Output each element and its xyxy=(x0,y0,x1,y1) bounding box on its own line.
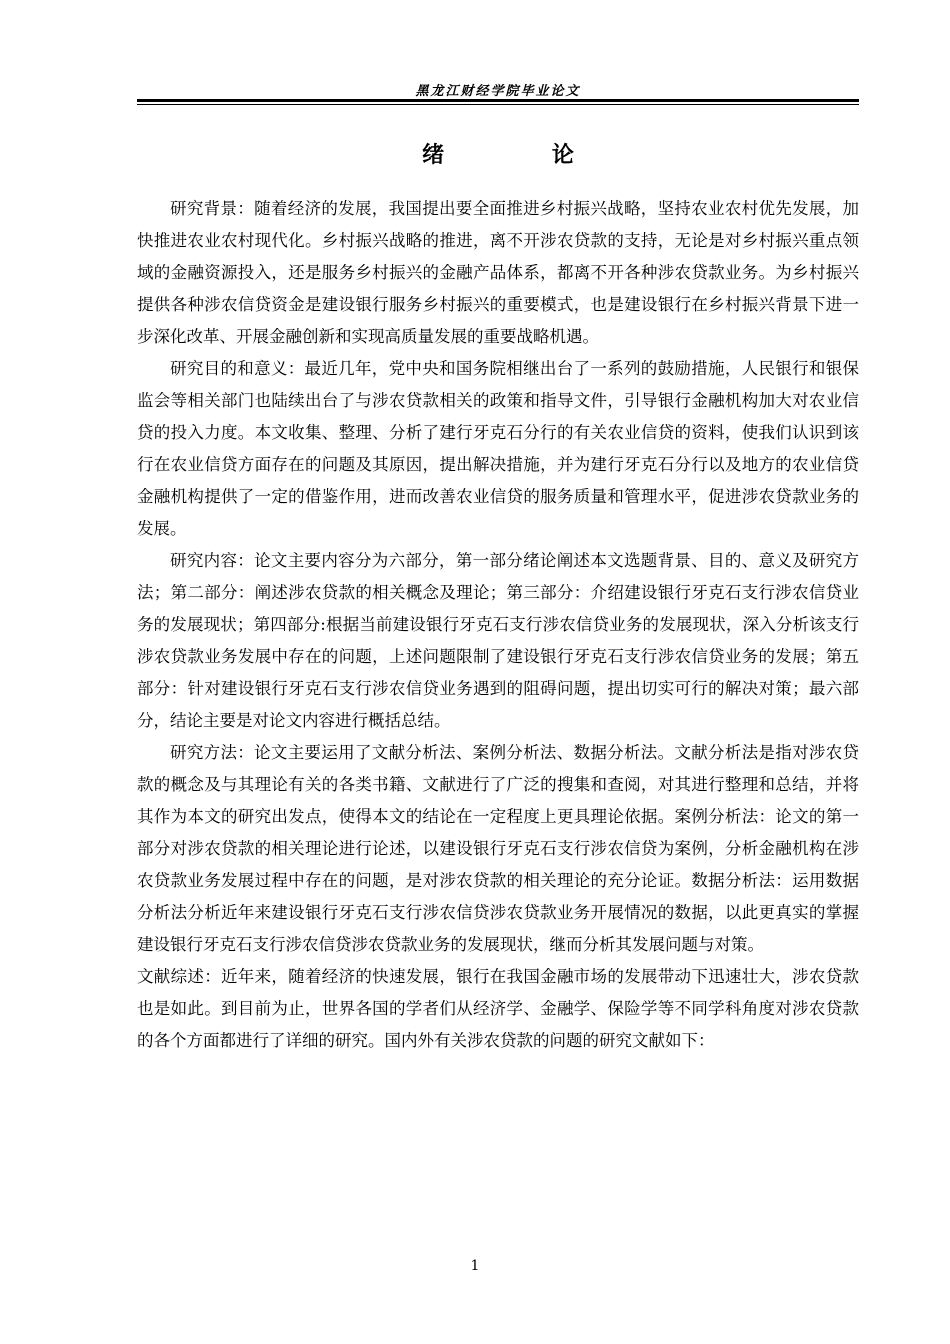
running-header: 黑龙江财经学院毕业论文 xyxy=(415,84,581,99)
paragraph-content: 研究内容：论文主要内容分为六部分，第一部分绪论阐述本文选题背景、目的、意义及研究方法；第二部分：阐述涉农贷款的相关概念及理论；第三部分：介绍建设银行牙克石支行涉农信贷业务的发展现状；第四部分:根据当前建设银行牙克石支行涉农信贷业务的发展现状，深入分析该支行涉农贷款业务发展中存在的问题，上述问题限制了建设银行牙克石支行涉农信贷业务的发展；第五部分：针对建设银行牙克石支行涉农信贷业务遇到的阻碍问题，提出切实可行的解决对策；最六部分，结论主要是对论文内容进行概括总结。 xyxy=(137,551,859,730)
paragraph-background: 研究背景：随着经济的发展，我国提出要全面推进乡村振兴战略，坚持农业农村优先发展，加快推进农业农村现代化。乡村振兴战略的推进，离不开涉农贷款的支持，无论是对乡村振兴重点领域的金融资源投入，还是服务乡村振兴的金融产品体系，都离不开各种涉农贷款业务。为乡村振兴提供各种涉农信贷资金是建设银行服务乡村振兴的重要模式，也是建设银行在乡村振兴背景下进一步深化改革、开展金融创新和实现高质量发展的重要战略机遇。 xyxy=(137,199,859,346)
body-text xyxy=(137,193,859,1057)
header-rule-thin xyxy=(137,104,859,105)
header-rule-thick xyxy=(137,99,859,102)
chapter-title: 绪 论 xyxy=(422,143,624,168)
page-number: 1 xyxy=(470,1258,480,1274)
paragraph-purpose: 研究目的和意义：最近几年，党中央和国务院相继出台了一系列的鼓励措施，人民银行和银保监会等相关部门也陆续出台了与涉农贷款相关的政策和指导文件，引导银行金融机构加大对农业信贷的投入力度。本文收集、整理、分析了建行牙克石分行的有关农业信贷的资料，使我们认识到该行在农业信贷方面存在的问题及其原因，提出解决措施，并为建行牙克石分行以及地方的农业信贷金融机构提供了一定的借鉴作用，进而改善农业信贷的服务质量和管理水平，促进涉农贷款业务的发展。 xyxy=(137,359,859,538)
paragraph-methods: 研究方法：论文主要运用了文献分析法、案例分析法、数据分析法。文献分析法是指对涉农贷款的概念及与其理论有关的各类书籍、文献进行了广泛的搜集和查阅，对其进行整理和总结，并将其作为本文的研究出发点，使得本文的结论在一定程度上更具理论依据。案例分析法：论文的第一部分对涉农贷款的相关理论进行论述，以建设银行牙克石支行涉农信贷为案例，分析金融机构在涉农贷款业务发展过程中存在的问题，是对涉农贷款的相关理论的充分论证。数据分析法：运用数据分析法分析近年来建设银行牙克石支行涉农信贷涉农贷款业务开展情况的数据，以此更真实的掌握建设银行牙克石支行涉农信贷涉农贷款业务的发展现状，继而分析其发展问题与对策。 xyxy=(137,743,859,954)
paragraph-literature: 文献综述：近年来，随着经济的快速发展，银行在我国金融市场的发展带动下迅速壮大，涉农贷款也是如此。到目前为止，世界各国的学者们从经济学、金融学、保险学等不同学科角度对涉农贷款的各个方面都进行了详细的研究。国内外有关涉农贷款的问题的研究文献如下： xyxy=(137,967,859,1050)
